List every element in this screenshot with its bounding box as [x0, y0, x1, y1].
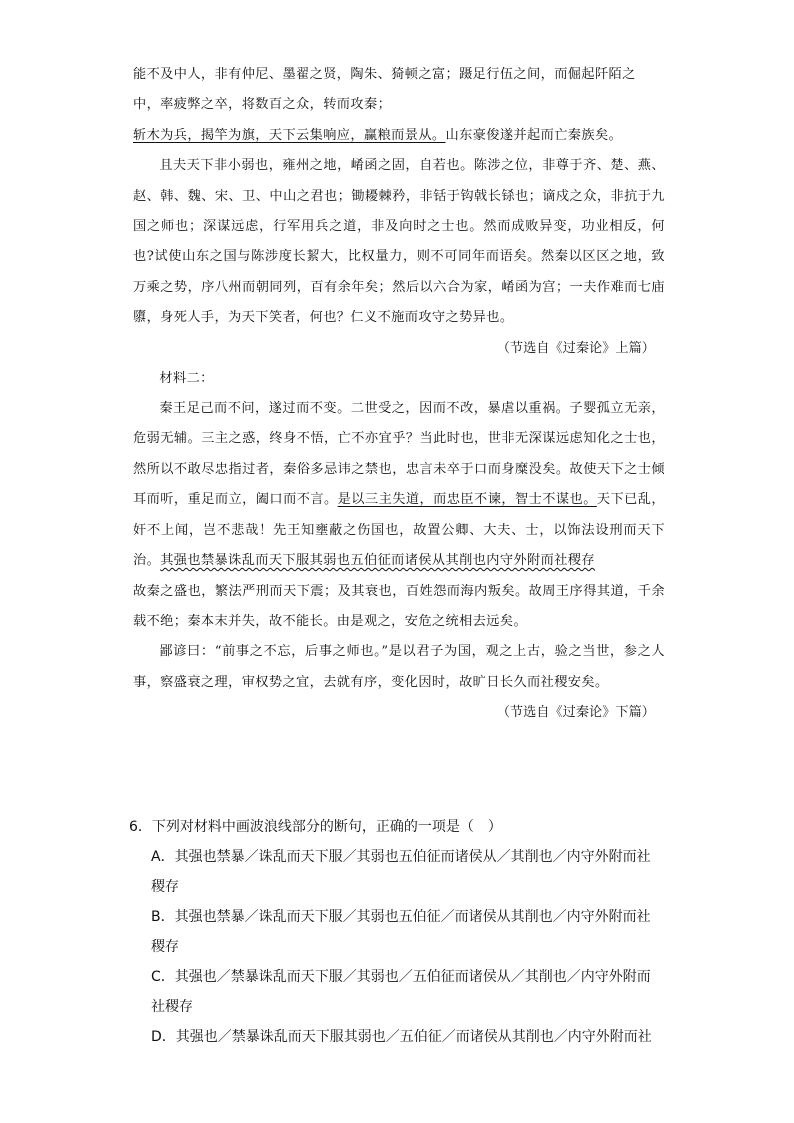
material2-para1	[133, 394, 665, 576]
option-b[interactable]	[133, 902, 673, 962]
option-a-line1: A．其强也禁暴／诛乱而天下服／其弱也五伯征而诸侯从／其削也／内守外附而社	[151, 849, 651, 865]
material2-source: （节选自《过秦论》下篇）	[496, 705, 655, 721]
option-b-line1: B．其强也禁暴／诛乱而天下服／其弱也五伯征／而诸侯从其削也／内守外附而社	[151, 909, 651, 925]
option-d[interactable]	[133, 1022, 673, 1052]
material1-line3-rest: 山东豪俊遂并起而亡秦族矣。	[445, 127, 623, 143]
option-a[interactable]	[133, 842, 673, 902]
material1-line1: 能不及中人，非有仲尼、墨翟之贤，陶朱、猗顿之富；蹑足行伍之间，而倔起阡陌之	[133, 67, 636, 82]
material2-para3: 鄙谚曰：“前事之不忘，后事之师也。”是以君子为国，观之上古，验之当世，参之人事，察盛衰之理，审权势之宜，去就有序，变化因时，故旷日长久而社稷安矣。	[133, 644, 665, 690]
material2-para1-a: 秦王足己而不问，遂过而不变。二世受之，因而不改，暴虐以重祸。子婴孤立无亲，危弱无辅。三主之惑，终身不悟，亡不亦宜乎？当此时也，世非无深谋远虑知化之士也，然所以不敢尽忠指过者，秦俗多忌讳之禁也，忠言未卒于口而身糜没矣。故使天下之士倾耳而听，重足而立，阖口而不言。	[133, 401, 665, 508]
material1-line3	[133, 121, 665, 151]
material1-para2: 且夫天下非小弱也，雍州之地，崤函之固，自若也。陈涉之位，非尊于齐、楚、燕、赵、韩、魏、宋、卫、中山之君也；锄耰棘矜，非铦于钩戟长铩也；谪戍之众，非抗于九国之师也；深谋远虑，行军用兵之道，非及向时之士也。然而成败异变，功业相反，何也?试使山东之国与陈涉度长絜大，比权量力，则不可同年而语矣。然秦以区区之地，致万乘之势，序八州而朝同列，百有余年矣；然后以六合为家，崤函为宫；一夫作难而七庙隳，身死人手，为天下笑者，何也？仁义不施而攻守之势异也。	[133, 158, 665, 326]
question-stem: 6．下列对材料中画波浪线部分的断句，正确的一项是（ ）	[129, 819, 502, 835]
material2-heading: 材料二：	[159, 370, 214, 386]
option-c[interactable]	[133, 962, 673, 1022]
option-c-line1: C．其强也／禁暴诛乱而天下服／其弱也／五伯征而诸侯从／其削也／内守外附而	[151, 969, 651, 985]
option-c-line2: 社稷存	[151, 999, 193, 1015]
option-b-line2: 稷存	[151, 939, 179, 955]
wavy-underlined-passage: 其强也禁暴诛乱而天下服其弱也五伯征而诸侯从其削也内守外附而社稷存	[160, 553, 595, 569]
underlined-sentence: 斩木为兵，揭竿为旗，天下云集响应，赢粮而景从。	[133, 127, 446, 143]
option-d-line1: D．其强也／禁暴诛乱而天下服其弱也／五伯征／而诸侯从其削也／内守外附而社	[151, 1029, 652, 1045]
underlined-sentence-2: 是以三主失道，而忠臣不谏，智士不谋也。	[337, 492, 597, 508]
option-a-line2: 稷存	[151, 879, 179, 895]
passage	[133, 60, 665, 728]
material2-para2: 故秦之盛也，繁法严刑而天下震；及其衰也，百姓怨而海内叛矣。故周王序得其道，千余载不绝；秦本末并失，故不能长。由是观之，安危之统相去远矣。	[133, 583, 665, 629]
material1-line2: 中，率疲弊之卒，将数百之众，转而攻秦；	[133, 97, 392, 113]
material1-source: （节选自《过秦论》上篇）	[496, 340, 655, 356]
material2-para1-b: 天下已乱，奸不上闻，岂不悲哉！先王知壅蔽之伤国也，故置公卿、大夫、士，以饰法设刑而天下治。	[133, 492, 665, 569]
question-6	[129, 812, 673, 1052]
